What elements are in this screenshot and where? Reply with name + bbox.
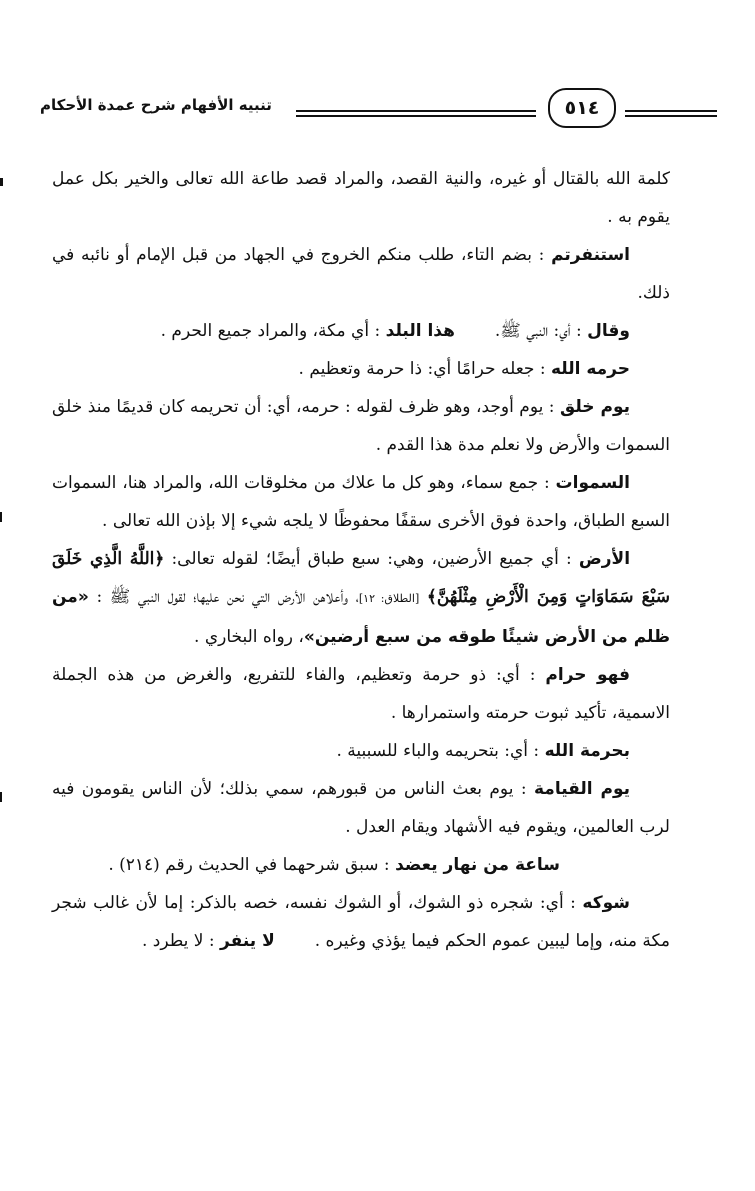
paragraph: السموات : جمع سماء، وهو كل ما علاك من مخلوقات الله، والمراد هنا، السموات السبع الطباق، واحدة فوق الأخرى سقفًا محفوظًا لا يلجه شيء إلا بإذن الله تعالى .: [52, 473, 670, 531]
term: يوم خلق: [560, 397, 630, 417]
body-text: [52, 160, 670, 960]
paragraph: ساعة من نهار يعضد : سبق شرحهما في الحديث رقم (٢١٤) .: [108, 855, 560, 875]
term: حرمه الله: [550, 359, 630, 379]
term: لا ينفر: [220, 931, 275, 951]
citation: [الطلاق: ١٢]: [358, 592, 420, 605]
paragraph: وقال : أي: النبي ﷺ.هذا البلد : أي مكة، والمراد جميع الحرم .: [160, 321, 630, 341]
paragraph: حرمه الله : جعله حرامًا أي: ذا حرمة وتعظيم .: [298, 359, 630, 379]
page-number: ٥١٤: [548, 88, 616, 128]
paragraph: يوم القيامة : يوم بعث الناس من قبورهم، سمي بذلك؛ لأن الناس يقومون فيه لرب العالمين، ويقوم فيه الأشهاد ويقام العدل .: [52, 779, 670, 837]
paragraph: الأرض : أي جميع الأرضين، وهي: سبع طباق أيضًا؛ لقوله تعالى: ﴿اللَّهُ الَّذِي خَلَقَ سَبْعَ سَمَاوَاتٍ وَمِنَ الْأَرْضِ مِثْلَهُنَّ﴾ [الطلاق: ١٢]، وأعلاهن الأرض التي نحن عليها؛ لقول النبي ﷺ : «من ظلم من الأرض شيئًا طوقه من سبع أرضين»، رواه البخاري .: [52, 549, 671, 647]
paragraph: فهو حرام : أي: ذو حرمة وتعظيم، والفاء للتفريع، والغرض من هذه الجملة الاسمية، تأكيد ثبوت حرمته واستمرارها .: [52, 665, 670, 723]
paragraph: كلمة الله بالقتال أو غيره، والنية القصد، والمراد قصد طاعة الله تعالى والخير بكل عمل يقوم به .: [52, 169, 670, 227]
term: الأرض: [578, 549, 631, 569]
margin-mark: [0, 792, 2, 802]
term: هذا البلد: [385, 321, 455, 341]
page-header: [0, 78, 755, 138]
term: وقال: [587, 321, 630, 341]
header-rule-right: [625, 110, 717, 120]
term: ساعة من نهار يعضد: [395, 855, 560, 875]
quran-verse: ﴿اللَّهُ الَّذِي خَلَقَ سَبْعَ سَمَاوَاتٍ وَمِنَ الْأَرْضِ مِثْلَهُنَّ﴾: [52, 549, 671, 607]
term: السموات: [555, 473, 631, 493]
term: استنفرتم: [551, 245, 631, 265]
running-title: تنبيه الأفهام شرح عمدة الأحكام: [40, 96, 272, 114]
paragraph: بحرمة الله : أي: بتحريمه والباء للسببية .: [336, 741, 630, 761]
paragraph: يوم خلق : يوم أوجد، وهو ظرف لقوله : حرمه، أي: أن تحريمه كان قديمًا منذ خلق السموات والأرض ولا نعلم مدة هذا القدم .: [52, 397, 670, 455]
margin-mark: [0, 178, 3, 186]
term: يوم القيامة: [533, 779, 630, 799]
term: بحرمة الله: [544, 741, 630, 761]
margin-mark: [0, 512, 2, 522]
paragraph: استنفرتم : بضم التاء، طلب منكم الخروج في الجهاد من قبل الإمام أو نائبه في ذلك.: [52, 245, 670, 303]
header-rule-left: [296, 110, 536, 120]
term: فهو حرام: [545, 665, 630, 685]
paragraph: شوكه : أي: شجره ذو الشوك، أو الشوك نفسه، خصه بالذكر: إما لأن غالب شجر مكة منه، وإما ليبين عموم الحكم فيما يؤذي وغيره .لا ينفر : لا يطرد .: [52, 893, 670, 951]
term: شوكه: [582, 893, 630, 913]
hadith-quote: «من ظلم من الأرض شيئًا طوقه من سبع أرضين»: [52, 587, 670, 647]
